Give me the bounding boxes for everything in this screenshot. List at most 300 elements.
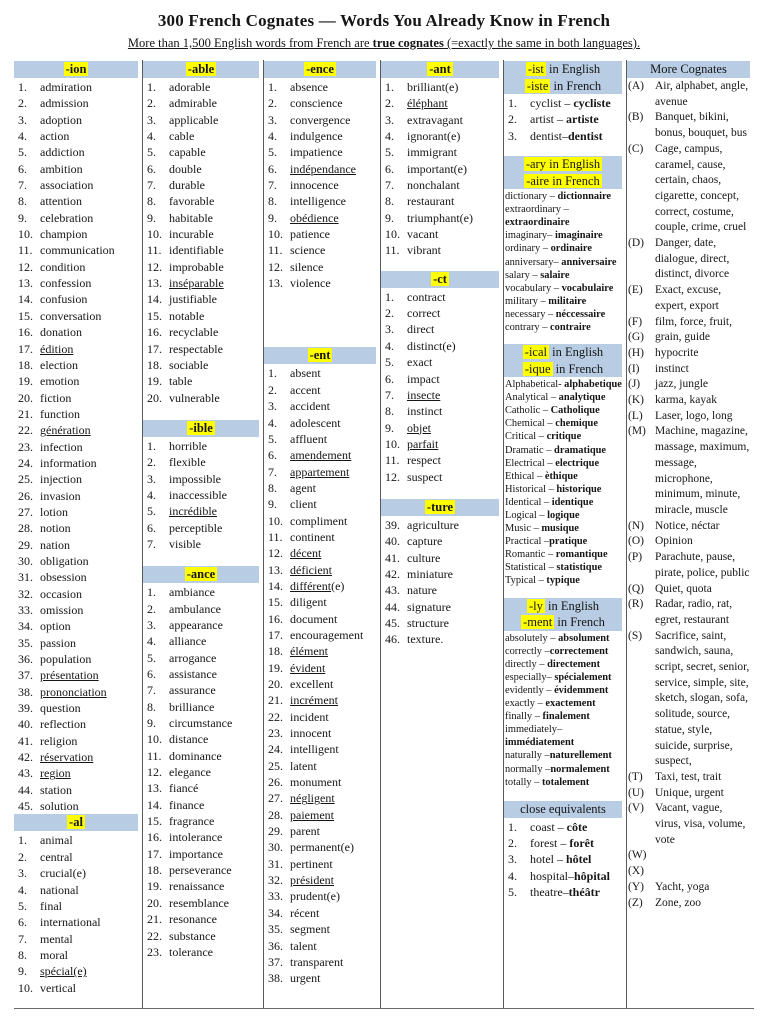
item-word-text: exact	[407, 355, 433, 370]
french-word: alphabetique	[564, 379, 622, 391]
item-word	[407, 387, 502, 403]
item-word	[40, 569, 141, 585]
list-item	[264, 970, 379, 986]
item-word	[290, 888, 379, 904]
letter-words: Parachute, pause, pirate, police, public	[655, 551, 750, 579]
list-item	[381, 177, 502, 193]
list-item	[143, 503, 262, 519]
letter-words: karma, kayak	[655, 394, 717, 407]
item-number: 20.	[18, 390, 33, 405]
item-word	[169, 438, 262, 454]
pair-item: Romantic – romantique	[505, 549, 608, 561]
item-word	[290, 415, 379, 431]
item-word-text: monument	[290, 775, 342, 790]
list-item	[264, 660, 379, 676]
letter-label: (F)	[628, 315, 643, 328]
item-number: 22.	[268, 709, 283, 724]
list-item	[14, 488, 141, 504]
french-word: néccessaire	[555, 308, 606, 320]
column-4	[381, 60, 504, 1008]
item-word	[40, 193, 141, 209]
french-word: salaire	[540, 269, 570, 281]
item-word-text: occasion	[40, 586, 82, 601]
letter-item	[627, 597, 753, 628]
list-item	[381, 338, 502, 354]
english-word: military	[505, 295, 538, 307]
list-item	[14, 651, 141, 667]
item-word-text: affluent	[290, 431, 328, 446]
pair-item: Dramatic – dramatique	[505, 444, 607, 456]
item-number: 8.	[18, 194, 27, 209]
item-word-text: dominance	[169, 748, 222, 763]
item-word	[290, 144, 379, 160]
item-number: 8.	[385, 194, 394, 209]
letter-words: jazz, jungle	[655, 378, 709, 391]
list-item	[381, 533, 502, 549]
list-item	[143, 193, 262, 209]
english-word: cyclist	[530, 96, 562, 110]
item-word	[407, 112, 502, 128]
item-word-text: fiancé	[169, 781, 199, 796]
letter-label: (I)	[628, 362, 640, 375]
item-number: 22.	[147, 928, 162, 943]
item-word-text: spécial(e)	[40, 964, 87, 979]
list-item	[14, 865, 141, 881]
item-number: 1.	[385, 289, 394, 304]
list-item	[143, 699, 262, 715]
item-word-text: latent	[290, 758, 317, 773]
french-word: logique	[547, 510, 580, 521]
item-number: 7.	[385, 387, 394, 402]
item-number: 12.	[268, 259, 283, 274]
item-word	[290, 611, 379, 627]
item-number: 7.	[147, 178, 156, 193]
english-word: contrary	[505, 321, 540, 333]
list-item	[143, 210, 262, 226]
list-item	[14, 422, 141, 438]
item-number: 5.	[268, 431, 277, 446]
item-word	[169, 341, 262, 357]
list-item	[264, 578, 379, 594]
item-number: 3.	[18, 112, 27, 127]
list-item	[381, 305, 502, 321]
item-word	[40, 651, 141, 667]
item-word	[169, 259, 262, 275]
item-word	[290, 758, 379, 774]
letter-words: Notice, néctar	[655, 519, 720, 532]
item-word	[40, 324, 141, 340]
item-number: 31.	[18, 570, 33, 585]
item-number: 6.	[147, 161, 156, 176]
item-number: 37.	[18, 668, 33, 683]
item-word	[169, 144, 262, 160]
list-item	[14, 980, 141, 996]
list-item	[264, 954, 379, 970]
item-word	[290, 447, 379, 463]
item-word-text: mental	[40, 931, 73, 946]
item-word	[169, 275, 262, 291]
item-number: 10.	[385, 227, 400, 242]
item-word	[290, 741, 379, 757]
french-word: ordinaire	[550, 243, 592, 255]
list-item	[14, 373, 141, 389]
list-item	[381, 210, 502, 226]
column-6	[627, 60, 754, 1008]
list-item	[14, 455, 141, 471]
highlighted-suffix: -ence	[306, 62, 334, 76]
english-word: hotel	[530, 852, 554, 867]
item-word	[40, 210, 141, 226]
item-word-text: alliance	[169, 634, 207, 649]
item-word	[40, 373, 141, 389]
item-word-text: absence	[290, 80, 328, 94]
item-number: 40.	[385, 534, 400, 549]
list-item	[264, 415, 379, 431]
header-text: in English	[544, 598, 600, 613]
list-item	[264, 741, 379, 757]
item-word	[169, 291, 262, 307]
highlighted-suffix: -ly	[528, 598, 543, 613]
item-number: 13.	[268, 562, 283, 577]
list-item	[14, 161, 141, 177]
item-number: 10.	[385, 436, 400, 451]
item-number: 5.	[18, 898, 27, 913]
letter-words: Laser, logo, long	[655, 409, 733, 422]
item-word	[290, 398, 379, 414]
item-word-text: instinct	[407, 404, 443, 419]
item-word	[40, 537, 141, 553]
column-1	[14, 60, 143, 1008]
item-word	[40, 177, 141, 193]
item-word-text: fragrance	[169, 814, 215, 829]
list-item	[14, 259, 141, 275]
highlighted-suffix: -ture	[426, 499, 454, 514]
item-word-text: innocence	[290, 178, 339, 193]
item-word	[290, 545, 379, 561]
item-word	[169, 650, 262, 666]
item-word	[290, 856, 379, 872]
item-number: 11.	[147, 748, 162, 763]
item-number: 6.	[268, 448, 277, 463]
pair-text: artist – artiste	[530, 112, 599, 127]
header-line	[504, 598, 622, 615]
item-word-text: admiration	[40, 80, 92, 94]
item-word-text: accident	[290, 399, 330, 414]
header-line	[504, 614, 622, 631]
section	[627, 61, 753, 911]
list-item	[264, 758, 379, 774]
item-word-text: arrogance	[169, 650, 217, 665]
pair-item: Catholic – Catholique	[505, 405, 600, 417]
english-word: hospital	[530, 868, 568, 883]
item-number: 7.	[18, 931, 27, 946]
list-item	[14, 749, 141, 765]
item-word-text: admirable	[169, 96, 217, 111]
list-item	[14, 569, 141, 585]
list-item	[143, 324, 262, 340]
item-word	[40, 618, 141, 634]
french-word: évidemment	[554, 684, 609, 696]
item-word-text: agriculture	[407, 517, 459, 532]
item-number: 21.	[147, 912, 162, 927]
item-number: 3.	[147, 617, 156, 632]
letter-label: (N)	[628, 519, 644, 532]
item-word-text: importance	[169, 846, 223, 861]
item-number: 1.	[18, 833, 27, 848]
item-number: 10.	[268, 513, 283, 528]
item-word-text: capable	[169, 145, 206, 160]
list-item	[264, 275, 379, 291]
item-number: 15.	[18, 308, 33, 323]
item-word	[40, 914, 141, 930]
header-text: in French	[554, 615, 605, 630]
item-word-text: ambulance	[169, 601, 221, 616]
item-word-text: accent	[290, 382, 321, 397]
item-number: 32.	[18, 586, 33, 601]
french-word: contraire	[550, 321, 591, 333]
item-word-text: vulnerable	[169, 390, 220, 405]
french-word: finalement	[542, 711, 590, 723]
french-word: statistique	[556, 562, 602, 574]
item-word	[169, 895, 262, 911]
item-number: 14.	[18, 292, 33, 307]
english-word: correctly	[505, 645, 542, 657]
list-item	[14, 177, 141, 193]
item-number: 12.	[268, 546, 283, 561]
list-item	[14, 341, 141, 357]
item-word-text: respect	[407, 453, 441, 468]
english-word: Identical	[505, 496, 542, 508]
list-item	[143, 862, 262, 878]
list-item	[264, 627, 379, 643]
item-number: 27.	[18, 504, 33, 519]
list-item	[143, 112, 262, 128]
letter-item	[627, 534, 753, 550]
letter-label: (K)	[628, 394, 644, 407]
list-item	[381, 615, 502, 631]
item-number: 11.	[385, 453, 400, 468]
item-word-text: fiction	[40, 390, 72, 405]
item-word-text: nonchalant	[407, 178, 460, 193]
list-item	[143, 748, 262, 764]
list-item	[264, 382, 379, 398]
item-number: 7.	[147, 536, 156, 551]
item-word-text: justifiable	[169, 292, 217, 307]
item-number: 41.	[18, 733, 33, 748]
item-word	[290, 676, 379, 692]
item-word	[169, 731, 262, 747]
pair-item: salary – salaire	[505, 269, 570, 281]
section	[504, 156, 625, 334]
item-word-text: infection	[40, 439, 83, 454]
english-word: exactly	[505, 698, 535, 710]
item-word-text: président	[290, 873, 334, 888]
item-word-text: elegance	[169, 765, 211, 780]
item-number: 18.	[18, 357, 33, 372]
list-item	[14, 79, 141, 95]
letter-item	[627, 79, 753, 110]
list-item	[143, 275, 262, 291]
pair-item: Chemical – chemique	[505, 418, 598, 430]
item-number: 8.	[147, 699, 156, 714]
item-word-text: region	[40, 766, 71, 781]
item-number: 8.	[385, 404, 394, 419]
list-item	[264, 431, 379, 447]
section-header	[14, 61, 138, 78]
list-item	[14, 602, 141, 618]
letter-words: Radar, radio, rat, egret, restaurant	[655, 598, 733, 626]
item-number: 15.	[268, 595, 283, 610]
french-word: romantique	[555, 549, 608, 561]
item-word-text: tolerance	[169, 944, 213, 959]
list-item	[143, 520, 262, 536]
item-number: 13.	[18, 276, 33, 291]
item-word-text: immigrant	[407, 145, 457, 160]
item-number: 45.	[18, 799, 33, 814]
item-word-text: adoption	[40, 112, 82, 127]
item-word-text: incident	[290, 709, 329, 724]
item-word	[169, 536, 262, 552]
item-word	[290, 79, 379, 95]
item-word-text: identifiable	[169, 243, 224, 258]
list-item	[381, 420, 502, 436]
item-word-text: assistance	[169, 667, 217, 681]
letter-words: film, force, fruit,	[655, 315, 732, 328]
item-number: 10.	[18, 227, 33, 242]
item-word	[40, 291, 141, 307]
english-word: Romantic	[505, 549, 546, 561]
item-number: 4.	[268, 415, 277, 430]
list-item	[14, 765, 141, 781]
list-item	[264, 177, 379, 193]
pair-item: Identical – identique	[505, 496, 594, 508]
item-number: 9.	[147, 716, 156, 731]
item-word	[407, 128, 502, 144]
item-number: 5.	[508, 885, 517, 900]
item-word-text: incrément	[290, 693, 338, 708]
item-number: 9.	[18, 964, 27, 979]
list-item	[14, 95, 141, 111]
highlighted-suffix: -iste	[526, 78, 549, 93]
item-number: 2.	[147, 455, 156, 470]
item-word-text: parfait	[407, 436, 439, 451]
item-word-text: excellent	[290, 677, 334, 691]
item-word	[290, 95, 379, 111]
section	[14, 61, 141, 814]
section	[504, 61, 625, 144]
letter-words: Air, alphabet, angle, avenue	[655, 80, 749, 108]
list-item	[143, 829, 262, 845]
item-word	[407, 242, 502, 258]
list-item	[143, 144, 262, 160]
item-word-text: function	[40, 406, 80, 421]
item-word	[40, 275, 141, 291]
english-word: Catholic	[505, 405, 541, 417]
item-number: 12.	[18, 259, 33, 274]
item-word	[290, 594, 379, 610]
item-number: 4.	[385, 129, 394, 144]
item-word-text: invasion	[40, 488, 81, 503]
list-item	[143, 731, 262, 747]
item-word	[290, 692, 379, 708]
list-item	[264, 921, 379, 937]
item-number: 36.	[18, 652, 33, 667]
english-word: salary	[505, 269, 530, 281]
item-number: 39.	[18, 701, 33, 716]
item-number: 28.	[268, 807, 283, 822]
english-word: extraordinary	[505, 204, 561, 216]
letter-item	[627, 236, 753, 283]
list-item	[14, 226, 141, 242]
item-word-text: contract	[407, 289, 446, 304]
english-word: Alphabetical	[505, 379, 559, 391]
french-word: forêt	[569, 836, 594, 851]
item-number: 25.	[18, 472, 33, 487]
item-word	[40, 357, 141, 373]
item-word	[40, 963, 141, 979]
item-word	[407, 566, 502, 582]
english-word: Analytical	[505, 392, 549, 404]
letter-words: hypocrite	[655, 346, 699, 359]
item-word	[169, 584, 262, 600]
item-word-text: nature	[407, 583, 437, 598]
item-number: 15.	[147, 814, 162, 829]
item-word-text: resemblance	[169, 895, 229, 910]
item-word-text: respectable	[169, 341, 223, 356]
section-header	[381, 61, 499, 78]
pair-item: imaginary– imaginaire	[505, 230, 603, 242]
english-word: ordinary	[505, 243, 541, 255]
list-item	[14, 931, 141, 947]
item-word-text: négligent	[290, 791, 335, 806]
item-word	[407, 582, 502, 598]
list-item	[264, 226, 379, 242]
letter-words	[655, 864, 753, 880]
item-word-text: emotion	[40, 374, 80, 389]
pair-item: Alphabetical- alphabetique	[505, 379, 622, 391]
english-word: Practical	[505, 536, 542, 548]
item-word	[40, 406, 141, 422]
item-word-text: brilliance	[169, 699, 215, 714]
item-word-text: réservation	[40, 750, 94, 765]
item-word	[40, 882, 141, 898]
item-word-suffix: (e)	[331, 578, 345, 593]
item-word	[290, 210, 379, 226]
section-header	[143, 566, 259, 583]
item-number: 9.	[268, 497, 277, 512]
item-word	[169, 503, 262, 519]
list-item	[14, 914, 141, 930]
list-item	[143, 357, 262, 373]
english-word: directly	[505, 658, 537, 670]
french-word: côte	[566, 819, 588, 834]
section-header	[381, 499, 499, 516]
list-item	[264, 95, 379, 111]
french-word: hôpital	[574, 868, 611, 883]
item-word-text: silence	[290, 259, 324, 274]
item-number: 46.	[385, 632, 400, 647]
pair-item: Statistical – statistique	[505, 562, 602, 574]
pair-item: military – militaire	[505, 295, 587, 307]
item-word	[169, 601, 262, 617]
letter-words: Banquet, bikini, bonus, bouquet, bus	[655, 111, 747, 140]
item-word-text: finance	[169, 797, 205, 812]
item-word	[169, 715, 262, 731]
french-word: musique	[541, 523, 579, 535]
item-word	[169, 324, 262, 340]
item-word-text: conscience	[290, 96, 343, 111]
item-number: 11.	[147, 243, 162, 258]
